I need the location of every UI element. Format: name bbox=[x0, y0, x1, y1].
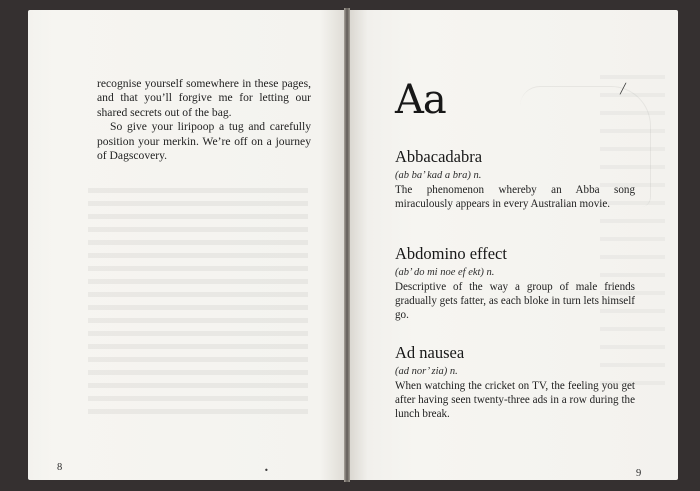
dictionary-entry bbox=[395, 344, 635, 422]
left-paragraph: recognise yourself somewhere in these pages, and that you’ll forgive me for letting our shared secrets out of the bag. bbox=[97, 77, 311, 119]
entry-pronunciation: (ab’ do mi noe ef ekt) n. bbox=[395, 267, 495, 278]
page-number-left: 8 bbox=[57, 462, 63, 473]
entry-pronunciation: (ab ba’ kad a bra) n. bbox=[395, 170, 482, 181]
ink-mark: ╱ bbox=[620, 84, 627, 95]
entry-term: Abdomino effect bbox=[395, 244, 507, 263]
letter-heading: Aa bbox=[395, 77, 446, 123]
ink-dot: • bbox=[264, 466, 269, 475]
page-number-right: 9 bbox=[636, 468, 642, 479]
entry-pronunciation: (ad nor’ zia) n. bbox=[395, 366, 458, 377]
entry-definition: Descriptive of the way a group of male friends gradually gets fatter, as each bloke in turn lets himself go. bbox=[395, 281, 635, 322]
entry-term: Ad nausea bbox=[395, 343, 465, 362]
left-page-body bbox=[97, 77, 311, 163]
dictionary-entry bbox=[395, 148, 635, 211]
entry-definition: When watching the cricket on TV, the feeling you get after having seen twenty-three ads in a row during the lunch break. bbox=[395, 380, 635, 421]
entry-term: Abbacadabra bbox=[395, 147, 483, 166]
entry-definition: The phenomenon whereby an Abba song miraculously appears in every Australian movie. bbox=[395, 184, 635, 211]
book-gutter bbox=[344, 8, 350, 482]
left-paragraph: So give your liripoop a tug and carefully position your merkin. We’re off on a journey of Dagscovery. bbox=[97, 120, 311, 163]
dictionary-entry bbox=[395, 245, 635, 323]
show-through-text bbox=[88, 188, 308, 418]
